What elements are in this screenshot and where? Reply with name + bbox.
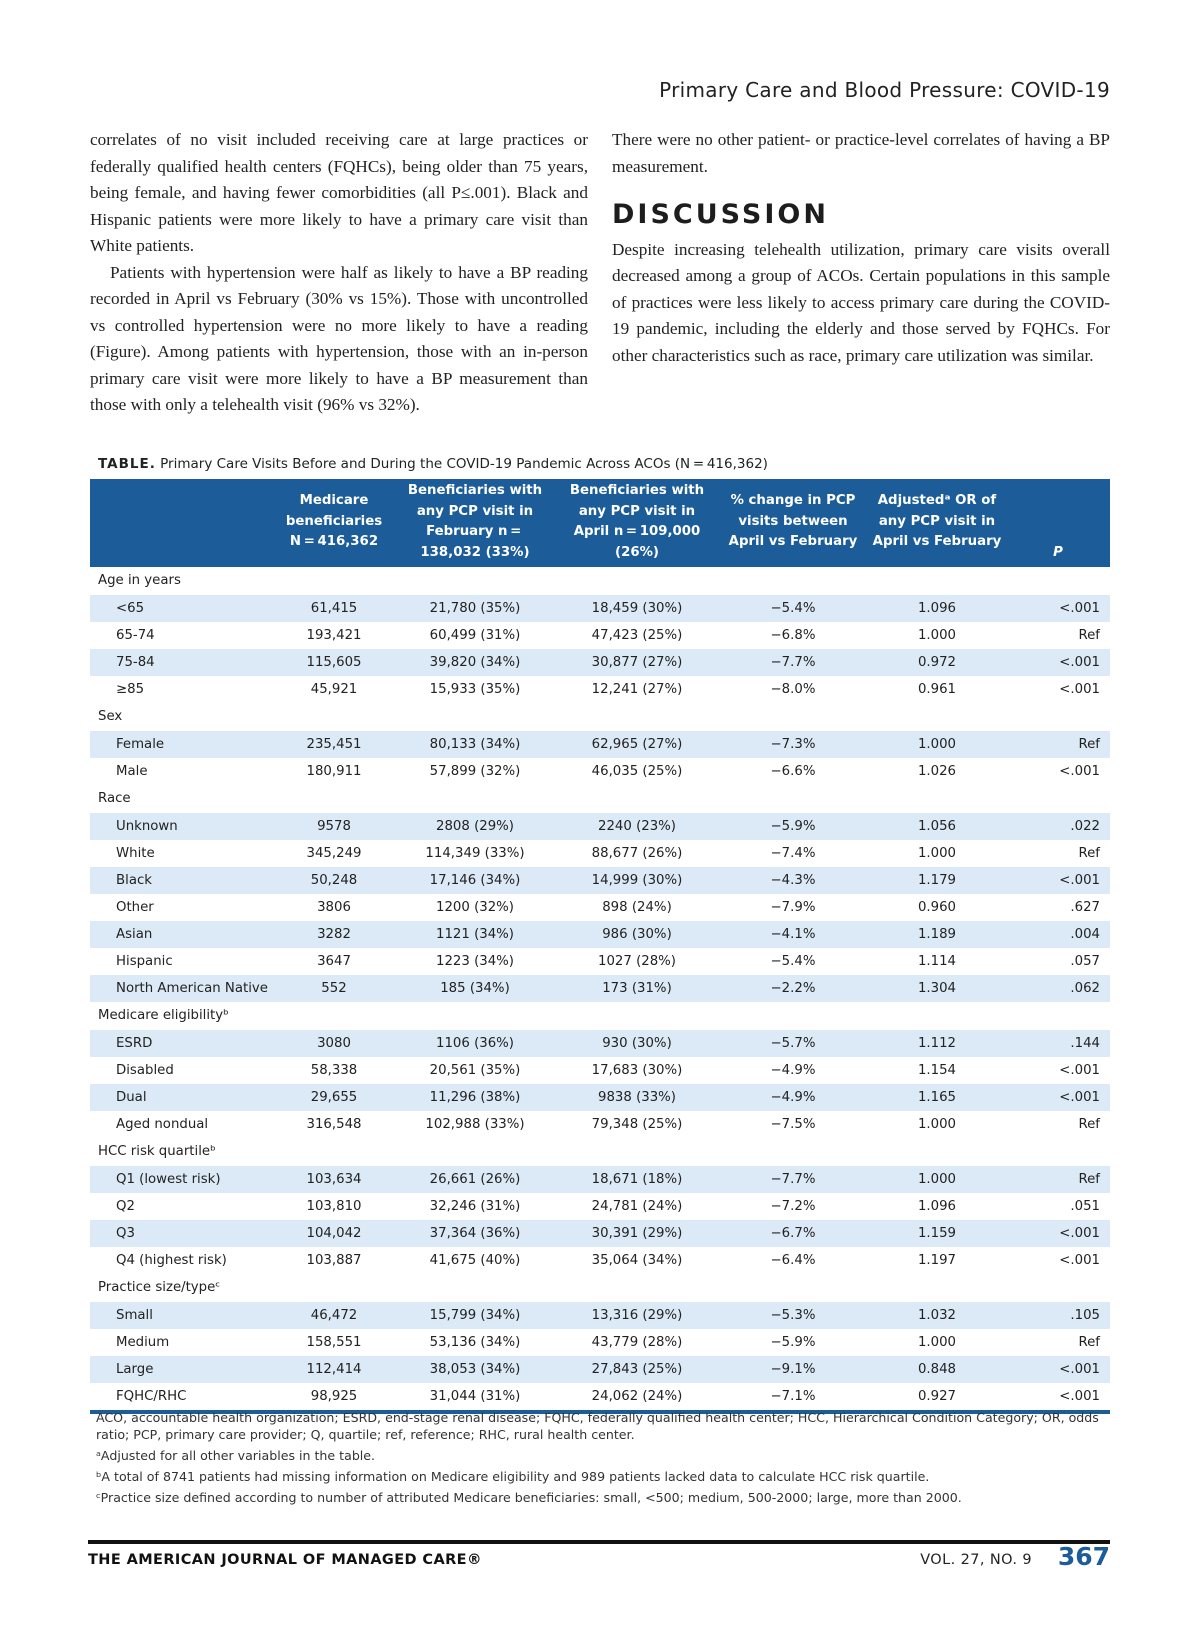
- table-cell: 45,921: [310, 682, 358, 697]
- body-paragraph: correlates of no visit included receiving care at large practices or federally qualified health centers (FQHCs), being older than 75 years, being female, and having fewer comorbidities (all P≤.001). Black and Hispanic patients were more likely to have a primary care visit than White patients.: [90, 130, 588, 255]
- table-cell: 1.032: [868, 1302, 1006, 1330]
- table-cell: −6.8%: [770, 628, 816, 643]
- table-cell: 17,683 (30%): [591, 1063, 683, 1078]
- table-cell: −7.1%: [718, 1383, 868, 1412]
- table-group-row: [90, 567, 1110, 595]
- table-group-row: [90, 1002, 1110, 1030]
- group-label: Medicare eligibilityᵇ: [90, 1002, 1110, 1030]
- row-label: North American Native: [90, 975, 274, 1002]
- table-cell: 103,810: [306, 1199, 362, 1214]
- table-cell: 18,459 (30%): [556, 595, 718, 623]
- table-cell: <.001: [1006, 595, 1110, 623]
- table-cell: Ref: [1006, 1166, 1110, 1194]
- table-cell: Ref: [1006, 731, 1110, 759]
- table-header-row: [90, 479, 1110, 567]
- row-label: Hispanic: [116, 954, 173, 969]
- table-cell: 1027 (28%): [598, 954, 676, 969]
- table-cell: 46,472: [274, 1302, 394, 1330]
- table-cell: .144: [1006, 1030, 1110, 1058]
- table-cell: 173 (31%): [556, 975, 718, 1002]
- table-row: [90, 758, 1110, 785]
- table-cell: 1.189: [868, 921, 1006, 948]
- table-cell: 158,551: [306, 1335, 362, 1350]
- table-cell: <.001: [1059, 1063, 1100, 1078]
- table-cell: 1.096: [917, 1199, 957, 1214]
- table-row: [90, 1111, 1110, 1138]
- group-label: Race: [90, 785, 1110, 813]
- section-heading-discussion: DISCUSSION: [612, 199, 829, 230]
- table-cell: 1.000: [868, 1166, 1006, 1194]
- table-cell: <.001: [1006, 867, 1110, 894]
- table-row: [90, 1220, 1110, 1247]
- row-label: <65: [90, 595, 274, 623]
- table-cell: 30,391 (29%): [556, 1220, 718, 1247]
- table-row: [90, 622, 1110, 649]
- row-label: Q1 (lowest risk): [90, 1166, 274, 1194]
- table-cell: 1106 (36%): [394, 1030, 556, 1058]
- table-row: [90, 1166, 1110, 1194]
- table-group-row: [90, 1274, 1110, 1302]
- table-cell: 79,348 (25%): [591, 1117, 683, 1132]
- row-label: Dual: [90, 1084, 274, 1111]
- table-cell: 37,364 (36%): [394, 1220, 556, 1247]
- table-cell: 61,415: [274, 595, 394, 623]
- row-label: Q4 (highest risk): [116, 1253, 227, 1268]
- row-label: Aged nondual: [116, 1117, 209, 1132]
- header-cell: Beneficiaries with any PCP visit in April n = 109,000 (26%): [556, 479, 718, 567]
- row-label: Other: [116, 900, 154, 915]
- table-cell: −6.6%: [770, 764, 816, 779]
- row-label: ESRD: [90, 1030, 274, 1058]
- table-cell: 29,655: [274, 1084, 394, 1111]
- table-row: [90, 676, 1110, 703]
- table-cell: 1.000: [917, 1117, 957, 1132]
- footer-rule: [88, 1540, 1110, 1544]
- header-cell: [90, 479, 274, 567]
- table-row: [90, 1329, 1110, 1356]
- table-cell: 1200 (32%): [436, 900, 514, 915]
- table-cell: 47,423 (25%): [591, 628, 683, 643]
- table-row: [90, 813, 1110, 841]
- table-cell: 930 (30%): [556, 1030, 718, 1058]
- table-cell: 185 (34%): [394, 975, 556, 1002]
- table-cell: −7.5%: [770, 1117, 816, 1132]
- header-cell: Medicare beneficiaries N = 416,362: [274, 479, 394, 567]
- table-cell: 3080: [274, 1030, 394, 1058]
- table-cell: −5.9%: [718, 813, 868, 841]
- table-cell: −2.2%: [718, 975, 868, 1002]
- footnote: ᵇA total of 8741 patients had missing information on Medicare eligibility and 989 patients lacked data to calculate HCC risk quartile.: [96, 1469, 930, 1484]
- table-cell: 898 (24%): [602, 900, 672, 915]
- table-cell: 1.000: [917, 628, 957, 643]
- header-cell-p: P: [1006, 479, 1110, 567]
- table-cell: 1.000: [917, 1335, 957, 1350]
- table-cell: 2240 (23%): [556, 813, 718, 841]
- table-cell: 20,561 (35%): [429, 1063, 521, 1078]
- row-label: Black: [90, 867, 274, 894]
- table-caption: [98, 456, 768, 472]
- table-cell: 62,965 (27%): [556, 731, 718, 759]
- table-cell: 1.304: [868, 975, 1006, 1002]
- table-cell: 103,887: [306, 1253, 362, 1268]
- table-cell: 102,988 (33%): [425, 1117, 525, 1132]
- table-cell: 27,843 (25%): [556, 1356, 718, 1383]
- table-cell: <.001: [1006, 1356, 1110, 1383]
- table-cell: .062: [1006, 975, 1110, 1002]
- table-cell: .057: [1070, 954, 1100, 969]
- table-cell: −5.7%: [718, 1030, 868, 1058]
- table-cell: 18,671 (18%): [556, 1166, 718, 1194]
- table-cell: 1.000: [917, 846, 957, 861]
- table-cell: −7.7%: [718, 1166, 868, 1194]
- table-row: [90, 1247, 1110, 1274]
- header-cell: Adjustedᵃ OR of any PCP visit in April vs February: [868, 479, 1006, 567]
- table-cell: 24,781 (24%): [591, 1199, 683, 1214]
- table-cell: 1.114: [917, 954, 957, 969]
- table-cell: 115,605: [274, 649, 394, 676]
- table-cell: 1.056: [868, 813, 1006, 841]
- table-cell: 1.000: [868, 731, 1006, 759]
- table-row: [90, 867, 1110, 894]
- table-cell: 98,925: [274, 1383, 394, 1412]
- table-cell: .627: [1070, 900, 1100, 915]
- table-cell: 0.961: [917, 682, 957, 697]
- table-caption-label: TABLE.: [98, 456, 156, 472]
- table-cell: <.001: [1059, 764, 1100, 779]
- footer-journal-name: THE AMERICAN JOURNAL OF MANAGED CARE®: [88, 1552, 482, 1568]
- header-cell: Beneficiaries with any PCP visit in February n = 138,032 (33%): [394, 479, 556, 567]
- table-row: [90, 1030, 1110, 1058]
- table-cell: 15,799 (34%): [394, 1302, 556, 1330]
- row-label: Q2: [116, 1199, 135, 1214]
- table-cell: .022: [1006, 813, 1110, 841]
- table-caption-text: Primary Care Visits Before and During the COVID-19 Pandemic Across ACOs (N = 416,362): [160, 456, 768, 472]
- table-cell: 24,062 (24%): [556, 1383, 718, 1412]
- table-cell: <.001: [1006, 649, 1110, 676]
- page-number: 367: [1057, 1542, 1110, 1571]
- table-row: [90, 921, 1110, 948]
- table-cell: 57,899 (32%): [429, 764, 521, 779]
- table-cell: 26,661 (26%): [394, 1166, 556, 1194]
- row-label: Unknown: [90, 813, 274, 841]
- footnote: ᶜPractice size defined according to number of attributed Medicare beneficiaries: small, <500; medium, 500-2000; large, more than 2000.: [96, 1490, 962, 1505]
- table-cell: 114,349 (33%): [425, 846, 525, 861]
- table-cell: 1.179: [868, 867, 1006, 894]
- table-cell: 1223 (34%): [436, 954, 514, 969]
- table-cell: −6.7%: [718, 1220, 868, 1247]
- table-group-row: [90, 703, 1110, 731]
- table-group-row: [90, 1138, 1110, 1166]
- row-label: 75-84: [90, 649, 274, 676]
- table-cell: −7.2%: [770, 1199, 816, 1214]
- table-cell: 104,042: [274, 1220, 394, 1247]
- row-label: Large: [90, 1356, 274, 1383]
- table-cell: 15,933 (35%): [429, 682, 521, 697]
- table-row: [90, 1057, 1110, 1084]
- table-cell: 9578: [274, 813, 394, 841]
- group-label: Age in years: [90, 567, 1110, 595]
- table-cell: Ref: [1078, 1335, 1100, 1350]
- table-cell: 112,414: [274, 1356, 394, 1383]
- row-label: Asian: [90, 921, 274, 948]
- table-cell: 552: [274, 975, 394, 1002]
- group-label: HCC risk quartileᵇ: [90, 1138, 1110, 1166]
- table-cell: 1.165: [868, 1084, 1006, 1111]
- row-label: Q3: [90, 1220, 274, 1247]
- table-cell: 1.026: [917, 764, 957, 779]
- row-label: Medium: [116, 1335, 170, 1350]
- table-row: [90, 649, 1110, 676]
- table-cell: 88,677 (26%): [591, 846, 683, 861]
- table-row: [90, 894, 1110, 921]
- table-cell: −7.9%: [770, 900, 816, 915]
- group-label: Practice size/typeᶜ: [90, 1274, 1110, 1302]
- row-label: Small: [90, 1302, 274, 1330]
- table-cell: 986 (30%): [556, 921, 718, 948]
- row-label: Male: [116, 764, 148, 779]
- row-label: FQHC/RHC: [90, 1383, 274, 1412]
- table-cell: 9838 (33%): [556, 1084, 718, 1111]
- table-cell: 193,421: [306, 628, 362, 643]
- table-cell: 35,064 (34%): [591, 1253, 683, 1268]
- table-cell: 58,338: [310, 1063, 358, 1078]
- table-cell: 3282: [274, 921, 394, 948]
- table-cell: .105: [1006, 1302, 1110, 1330]
- row-label: Disabled: [116, 1063, 174, 1078]
- table-cell: <.001: [1059, 1253, 1100, 1268]
- table-body: [90, 567, 1110, 1412]
- table-row: [90, 975, 1110, 1002]
- table-cell: .051: [1070, 1199, 1100, 1214]
- table-row: [90, 1383, 1110, 1412]
- table-cell: 1.197: [917, 1253, 957, 1268]
- table-row: [90, 1084, 1110, 1111]
- running-head: Primary Care and Blood Pressure: COVID-19: [659, 78, 1110, 102]
- header-cell: % change in PCP visits between April vs February: [718, 479, 868, 567]
- table-row: [90, 731, 1110, 759]
- body-paragraph: Patients with hypertension were half as likely to have a BP reading recorded in April vs February (30% vs 15%). Those with uncontrolled vs controlled hypertension were no more likely to have a reading (Figure). Among patients with hypertension, those with an in-person primary care visit were more likely to have a BP measurement than those with only a telehealth visit (96% vs 32%).: [90, 262, 588, 414]
- table-cell: −8.0%: [770, 682, 816, 697]
- table-cell: 3647: [317, 954, 351, 969]
- table-cell: 3806: [317, 900, 351, 915]
- table-cell: <.001: [1006, 1220, 1110, 1247]
- footer-volume: VOL. 27, NO. 9: [920, 1552, 1032, 1568]
- table-cell: 31,044 (31%): [394, 1383, 556, 1412]
- table-cell: 53,136 (34%): [429, 1335, 521, 1350]
- group-label: Sex: [90, 703, 1110, 731]
- table-cell: 14,999 (30%): [556, 867, 718, 894]
- table-cell: 0.972: [868, 649, 1006, 676]
- table-cell: 32,246 (31%): [429, 1199, 521, 1214]
- table-cell: .004: [1006, 921, 1110, 948]
- table-cell: 39,820 (34%): [394, 649, 556, 676]
- table-cell: Ref: [1078, 846, 1100, 861]
- table-cell: 235,451: [274, 731, 394, 759]
- right-column: [612, 127, 1110, 369]
- row-label: 65-74: [116, 628, 155, 643]
- table-cell: −5.4%: [770, 954, 816, 969]
- body-paragraph: Despite increasing telehealth utilization, primary care visits overall decreased among a group of ACOs. Certain populations in this sample of practices were less likely to access primary care during the COVID-19 pandemic, including the elderly and those served by FQHCs. For other characteristics such as race, primary care utilization was similar.: [612, 239, 1110, 365]
- table-cell: −4.9%: [770, 1063, 816, 1078]
- table-cell: −7.7%: [718, 649, 868, 676]
- table-cell: 80,133 (34%): [394, 731, 556, 759]
- table-row: [90, 840, 1110, 867]
- table-cell: 11,296 (38%): [394, 1084, 556, 1111]
- table-cell: 41,675 (40%): [429, 1253, 521, 1268]
- table-cell: 1.154: [917, 1063, 957, 1078]
- footnote: ᵃAdjusted for all other variables in the table.: [96, 1448, 376, 1463]
- table-cell: 345,249: [306, 846, 362, 861]
- table-row: [90, 1356, 1110, 1383]
- row-label: Female: [90, 731, 274, 759]
- table-cell: 180,911: [306, 764, 362, 779]
- table-cell: 1.159: [868, 1220, 1006, 1247]
- table-cell: 30,877 (27%): [556, 649, 718, 676]
- table-row: [90, 1193, 1110, 1220]
- table-cell: <.001: [1006, 1383, 1110, 1412]
- table-cell: 60,499 (31%): [429, 628, 521, 643]
- table-cell: 50,248: [274, 867, 394, 894]
- table-cell: −4.9%: [718, 1084, 868, 1111]
- table-cell: −7.3%: [718, 731, 868, 759]
- row-label: ≥85: [116, 682, 145, 697]
- table-cell: 13,316 (29%): [556, 1302, 718, 1330]
- table-cell: <.001: [1006, 1084, 1110, 1111]
- table-cell: <.001: [1059, 682, 1100, 697]
- table-cell: 0.960: [917, 900, 957, 915]
- table-cell: 38,053 (34%): [394, 1356, 556, 1383]
- table-cell: 2808 (29%): [394, 813, 556, 841]
- table-cell: −5.4%: [718, 595, 868, 623]
- table-cell: 17,146 (34%): [394, 867, 556, 894]
- table-cell: 103,634: [274, 1166, 394, 1194]
- table-cell: −7.4%: [770, 846, 816, 861]
- table-cell: 43,779 (28%): [591, 1335, 683, 1350]
- table-cell: −4.1%: [718, 921, 868, 948]
- left-column: [90, 127, 588, 419]
- table-cell: 1.096: [868, 595, 1006, 623]
- table-cell: 1.112: [868, 1030, 1006, 1058]
- table-cell: −4.3%: [718, 867, 868, 894]
- table-cell: 0.848: [868, 1356, 1006, 1383]
- body-paragraph: There were no other patient- or practice-level correlates of having a BP measurement.: [612, 130, 1110, 176]
- table-cell: −9.1%: [718, 1356, 868, 1383]
- table-cell: 21,780 (35%): [394, 595, 556, 623]
- table-group-row: [90, 785, 1110, 813]
- table-row: [90, 1302, 1110, 1330]
- table-footnotes: [96, 1409, 1106, 1510]
- table-cell: 316,548: [306, 1117, 362, 1132]
- table-cell: Ref: [1078, 1117, 1100, 1132]
- table-cell: 0.927: [868, 1383, 1006, 1412]
- table-cell: 1121 (34%): [394, 921, 556, 948]
- row-label: White: [116, 846, 155, 861]
- table-cell: −5.3%: [718, 1302, 868, 1330]
- table-cell: −6.4%: [770, 1253, 816, 1268]
- table-row: [90, 595, 1110, 623]
- footnote: ACO, accountable health organization; ESRD, end-stage renal disease; FQHC, federally qualified health center; HCC, Hierarchical Condition Category; OR, odds ratio; PCP, primary care provider; Q, quartile; ref, reference; RHC, rural health center.: [96, 1410, 1099, 1442]
- table-cell: 12,241 (27%): [591, 682, 683, 697]
- table-cell: −5.9%: [770, 1335, 816, 1350]
- data-table: [90, 479, 1110, 1414]
- table-cell: 46,035 (25%): [591, 764, 683, 779]
- table-row: [90, 948, 1110, 975]
- table-cell: Ref: [1078, 628, 1100, 643]
